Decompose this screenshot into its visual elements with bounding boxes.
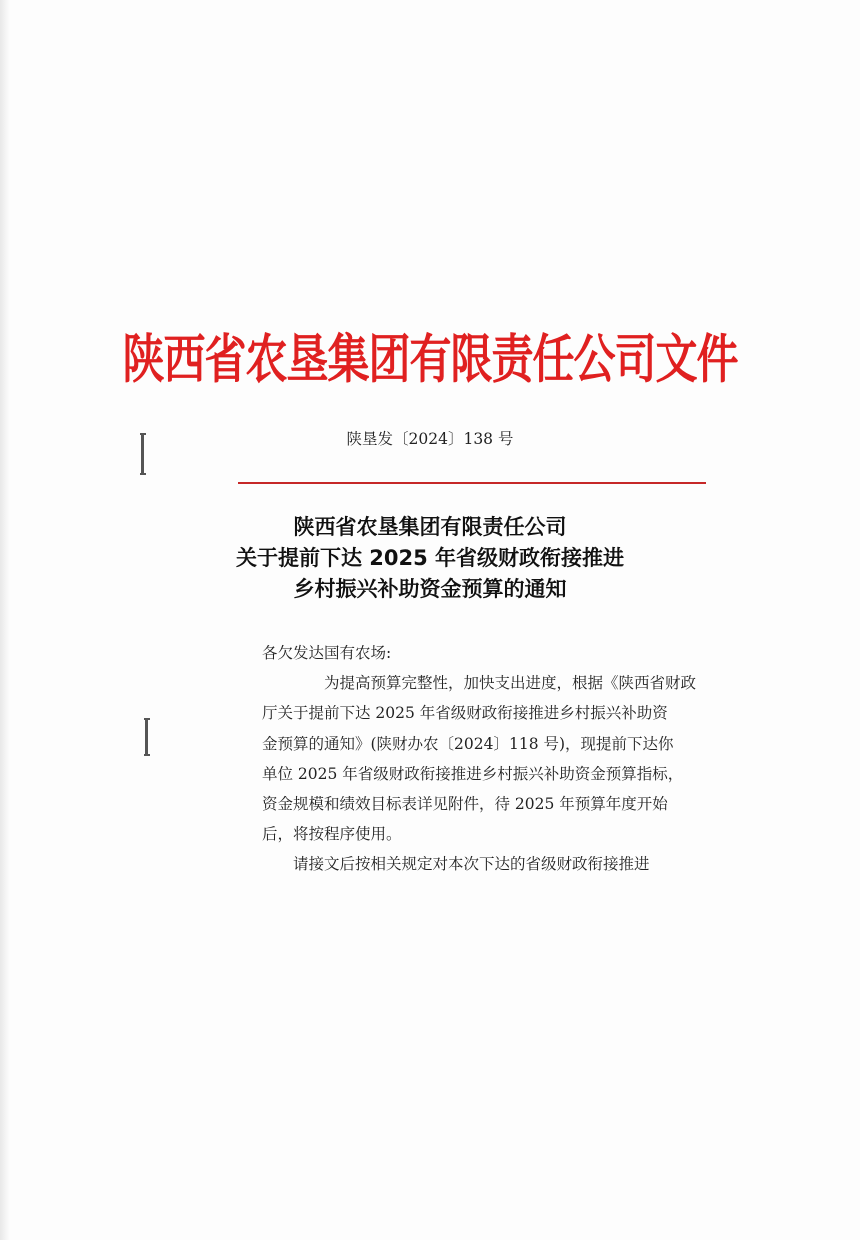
body-line: 金预算的通知》(陕财办农〔2024〕118 号)，现提前下达你 [262,734,674,753]
title-line: 关于提前下达 2025 年省级财政衔接推进 [235,546,625,570]
staple-mark [145,718,148,756]
body-line: 为提高预算完整性，加快支出进度，根据《陕西省财政 [324,674,697,693]
body-line: 请接文后按相关规定对本次下达的省级财政衔接推进 [293,855,650,874]
document-body [262,638,707,880]
body-line: 资金规模和绩效目标表详见附件，待 2025 年预算年度开始 [262,795,668,814]
body-line: 单位 2025 年省级财政衔接推进乡村振兴补助资金预算指标， [262,764,684,783]
body-line: 后，将按程序使用。 [262,825,402,844]
body-line: 厅关于提前下达 2025 年省级财政衔接推进乡村振兴补助资 [262,704,668,723]
org-red-header: 陕西省农垦集团有限责任公司文件 [122,328,738,390]
paragraph [262,668,707,849]
red-separator-line [238,482,706,484]
page-edge-shadow [0,0,10,1240]
document-number: 陕垦发〔2024〕138 号 [346,430,514,448]
title-line: 乡村振兴补助资金预算的通知 [293,577,567,601]
salutation: 各欠发达国有农场: [262,644,392,662]
paragraph [262,849,707,879]
title-line: 陕西省农垦集团有限责任公司 [293,515,567,539]
document-title [0,512,860,605]
